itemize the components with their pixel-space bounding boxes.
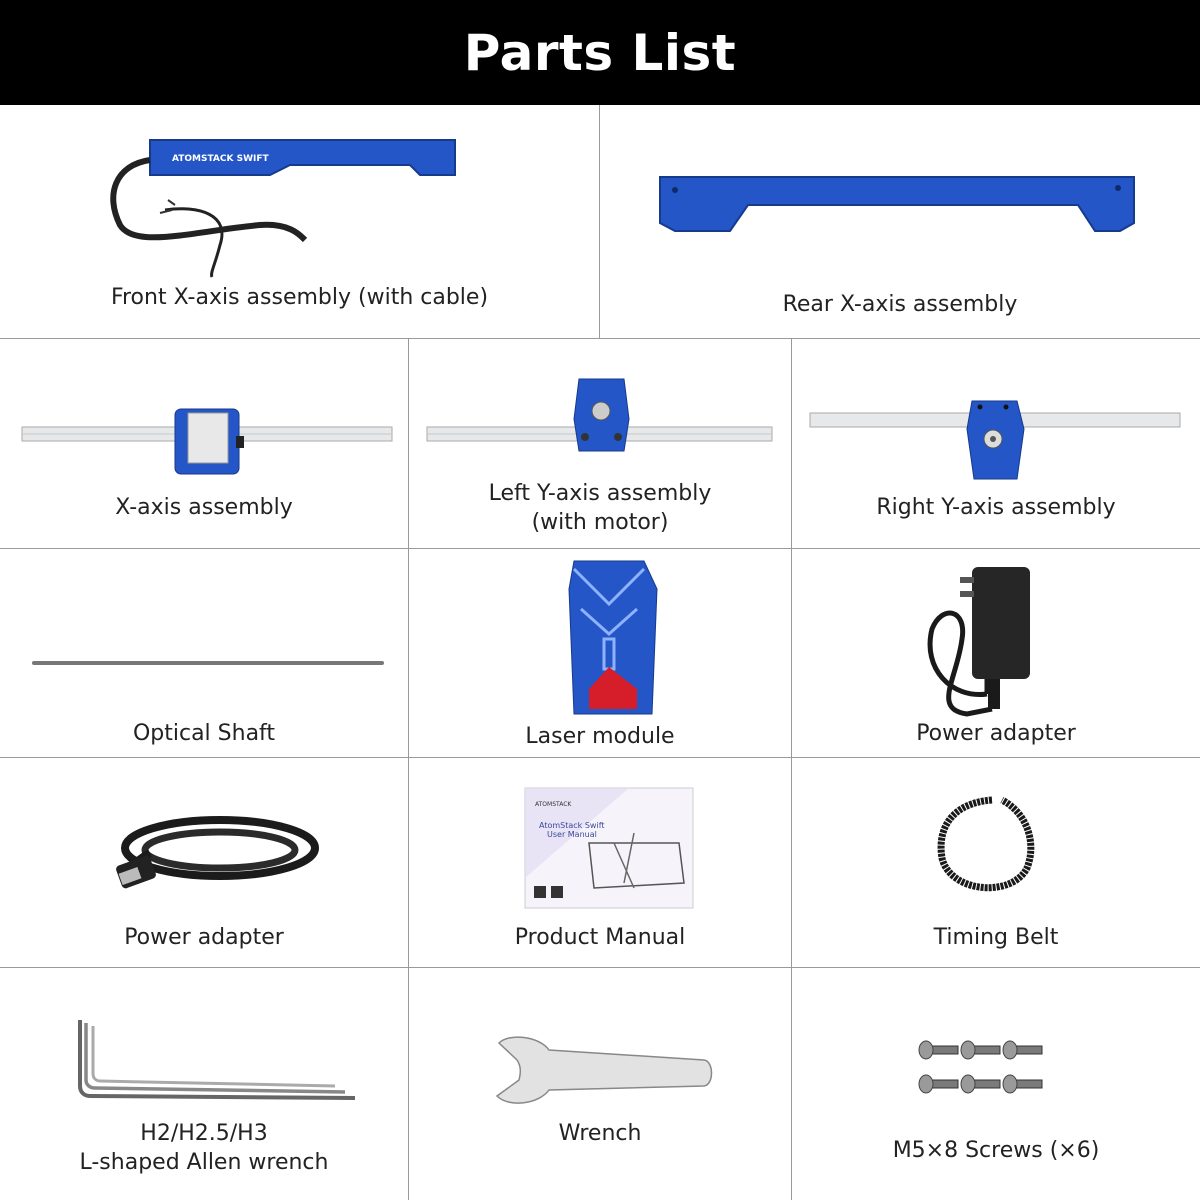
screw-icon — [919, 1075, 958, 1093]
product-manual-label: Product Manual — [514, 925, 686, 950]
screw-icon — [1003, 1075, 1042, 1093]
part-wrench — [409, 968, 791, 1200]
header-bar — [0, 0, 1200, 105]
x-axis-label: X-axis assembly — [115, 495, 293, 520]
part-allen-wrench — [0, 968, 408, 1200]
screw-icon — [919, 1041, 958, 1059]
part-right-y-axis — [792, 339, 1200, 548]
laser-module-label: Laser module — [525, 724, 675, 749]
screw-icon — [961, 1041, 1000, 1059]
rear-x-axis-label: Rear X-axis assembly — [782, 292, 1018, 317]
allen-wrench-label-line1: H2/H2.5/H3 — [140, 1121, 268, 1146]
left-y-axis-label-line1: Left Y-axis assembly — [488, 481, 712, 506]
part-screws — [792, 968, 1200, 1200]
part-power-adapter — [792, 549, 1200, 757]
front-x-brand: ATOMSTACK SWIFT — [172, 154, 269, 164]
usb-cable-label: Power adapter — [124, 925, 284, 950]
part-product-manual — [409, 758, 791, 967]
manual-title-line1: AtomStack Swift — [539, 821, 605, 830]
screw-icon — [961, 1075, 1000, 1093]
part-x-axis — [0, 339, 408, 548]
right-y-axis-label: Right Y-axis assembly — [876, 495, 1116, 520]
left-y-axis-label-line2: (with motor) — [531, 510, 669, 535]
power-adapter-label: Power adapter — [916, 721, 1076, 746]
manual-brand: ATOMSTACK — [535, 801, 572, 808]
part-left-y-axis — [409, 339, 791, 548]
optical-shaft-label: Optical Shaft — [132, 721, 276, 746]
part-timing-belt — [792, 758, 1200, 967]
front-x-axis-label: Front X-axis assembly (with cable) — [110, 285, 489, 310]
screws-image — [792, 968, 1200, 1200]
wrench-image — [409, 968, 791, 1200]
timing-belt-label: Timing Belt — [933, 925, 1059, 950]
screw-icon — [1003, 1041, 1042, 1059]
part-rear-x-axis — [600, 105, 1200, 338]
screws-label: M5×8 Screws (×6) — [892, 1138, 1100, 1163]
wrench-label: Wrench — [558, 1121, 642, 1146]
manual-title-line2: User Manual — [547, 830, 597, 839]
part-optical-shaft — [0, 549, 408, 757]
part-usb-cable — [0, 758, 408, 967]
part-laser-module — [409, 549, 791, 757]
page-title: Parts List — [463, 23, 737, 82]
allen-wrench-label-line2: L-shaped Allen wrench — [79, 1150, 329, 1175]
part-front-x-axis — [0, 105, 599, 338]
